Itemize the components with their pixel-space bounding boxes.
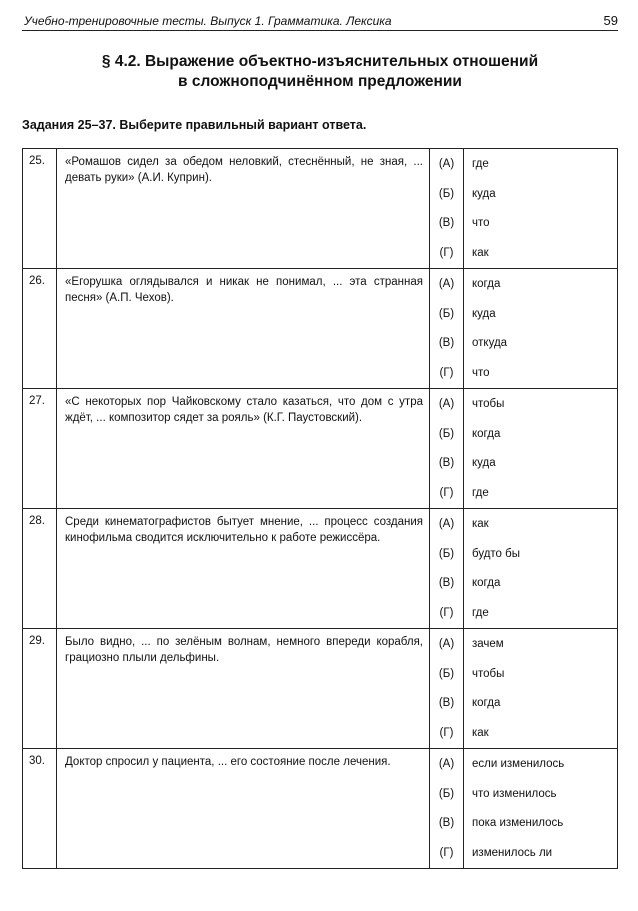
option-letter[interactable]: (Г) bbox=[439, 487, 454, 500]
option-answer[interactable]: что изменилось bbox=[472, 787, 557, 800]
option-letter[interactable]: (Б) bbox=[438, 307, 455, 320]
task-number-cell bbox=[23, 269, 57, 389]
task-number: 26. bbox=[29, 275, 45, 287]
option-letter[interactable]: (Г) bbox=[439, 247, 454, 260]
task-question-cell bbox=[57, 269, 430, 389]
option-answer[interactable]: куда bbox=[472, 457, 496, 470]
option-answer[interactable]: будто бы bbox=[472, 547, 520, 560]
option-letter[interactable]: (Б) bbox=[438, 547, 455, 560]
task-row bbox=[23, 269, 618, 389]
option-letter[interactable]: (В) bbox=[438, 817, 455, 830]
task-number-cell bbox=[23, 749, 57, 869]
option-answer[interactable]: куда bbox=[472, 307, 496, 320]
option-answer[interactable]: куда bbox=[472, 187, 496, 200]
task-number-cell bbox=[23, 629, 57, 749]
option-answer[interactable]: как bbox=[472, 727, 489, 740]
option-answer[interactable]: когда bbox=[472, 427, 501, 440]
option-answer[interactable]: что bbox=[472, 367, 490, 380]
task-row bbox=[23, 389, 618, 509]
section-title-line-1: § 4.2. Выражение объектно-изъяснительных отношений bbox=[101, 53, 539, 70]
option-answers-cell bbox=[464, 389, 618, 509]
task-number-cell bbox=[23, 389, 57, 509]
option-letters-cell bbox=[430, 749, 464, 869]
task-number: 30. bbox=[29, 755, 45, 767]
option-letter[interactable]: (Г) bbox=[439, 367, 454, 380]
option-answer[interactable]: что bbox=[472, 217, 490, 230]
option-letter[interactable]: (В) bbox=[438, 577, 455, 590]
task-question-cell bbox=[57, 149, 430, 269]
option-letters-cell bbox=[430, 149, 464, 269]
task-question-text: «Егорушка оглядывался и никак не понимал, ... эта странная песня» (А.П. Чехов). bbox=[65, 276, 423, 304]
option-answers-cell bbox=[464, 629, 618, 749]
section-title-line-2: в сложноподчинённом предложении bbox=[178, 73, 462, 90]
task-question-text: «С некоторых пор Чайковскому стало казаться, что дом с утра ждёт, ... композитор сядет за рояль» (К.Г. Паустовский). bbox=[65, 396, 423, 424]
tasks-table bbox=[22, 148, 618, 869]
option-answers-cell bbox=[464, 149, 618, 269]
option-answer[interactable]: если изменилось bbox=[472, 757, 565, 770]
option-letter[interactable]: (Б) bbox=[438, 427, 455, 440]
option-answer[interactable]: зачем bbox=[472, 637, 504, 650]
task-question-text: Среди кинематографистов бытует мнение, ... процесс создания кинофильма сводится исключительно к работе режиссёра. bbox=[65, 516, 423, 544]
option-letter[interactable]: (Г) bbox=[439, 847, 454, 860]
option-letter[interactable]: (А) bbox=[438, 397, 455, 410]
page-header bbox=[22, 10, 618, 30]
running-title: Учебно-тренировочные тесты. Выпуск 1. Грамматика. Лексика bbox=[24, 14, 392, 28]
option-letters-cell bbox=[430, 509, 464, 629]
option-answer[interactable]: как bbox=[472, 247, 489, 260]
option-letter[interactable]: (В) bbox=[438, 697, 455, 710]
option-answer[interactable]: чтобы bbox=[472, 397, 505, 410]
task-question-cell bbox=[57, 389, 430, 509]
task-row bbox=[23, 629, 618, 749]
option-answers-cell bbox=[464, 269, 618, 389]
page-number: 59 bbox=[603, 13, 618, 28]
option-letter[interactable]: (Г) bbox=[439, 607, 454, 620]
option-answer[interactable]: когда bbox=[472, 697, 501, 710]
section-title bbox=[22, 52, 618, 92]
task-number-cell bbox=[23, 509, 57, 629]
task-row bbox=[23, 749, 618, 869]
option-letter[interactable]: (Б) bbox=[438, 667, 455, 680]
option-letter[interactable]: (В) bbox=[438, 457, 455, 470]
option-letter[interactable]: (Г) bbox=[439, 727, 454, 740]
task-question-text: Было видно, ... по зелёным волнам, немного впереди корабля, грациозно плыли дельфины. bbox=[65, 636, 423, 664]
task-question-cell bbox=[57, 749, 430, 869]
task-row bbox=[23, 149, 618, 269]
option-letter[interactable]: (А) bbox=[438, 277, 455, 290]
option-answer[interactable]: чтобы bbox=[472, 667, 505, 680]
option-answer[interactable]: где bbox=[472, 487, 489, 500]
task-number: 27. bbox=[29, 395, 45, 407]
option-letter[interactable]: (А) bbox=[438, 157, 455, 170]
option-letters-cell bbox=[430, 389, 464, 509]
task-question-cell bbox=[57, 509, 430, 629]
option-answers-cell bbox=[464, 749, 618, 869]
header-divider bbox=[22, 30, 618, 31]
task-question-cell bbox=[57, 629, 430, 749]
task-question-text: Доктор спросил у пациента, ... его состояние после лечения. bbox=[65, 756, 391, 768]
option-letters-cell bbox=[430, 629, 464, 749]
option-letters-cell bbox=[430, 269, 464, 389]
task-number: 25. bbox=[29, 155, 45, 167]
option-letter[interactable]: (А) bbox=[438, 637, 455, 650]
task-number: 28. bbox=[29, 515, 45, 527]
option-answer[interactable]: когда bbox=[472, 577, 501, 590]
option-answer[interactable]: пока изменилось bbox=[472, 817, 564, 830]
option-answer[interactable]: где bbox=[472, 157, 489, 170]
option-answer[interactable]: как bbox=[472, 517, 489, 530]
option-letter[interactable]: (В) bbox=[438, 217, 455, 230]
option-letter[interactable]: (Б) bbox=[438, 187, 455, 200]
task-number: 29. bbox=[29, 635, 45, 647]
option-answer[interactable]: изменилось ли bbox=[472, 847, 553, 860]
task-number-cell bbox=[23, 149, 57, 269]
option-answer[interactable]: откуда bbox=[472, 337, 508, 350]
task-question-text: «Ромашов сидел за обедом неловкий, стеснённый, не зная, ... девать руки» (А.И. Куприн). bbox=[65, 156, 423, 184]
option-letter[interactable]: (Б) bbox=[438, 787, 455, 800]
task-heading: Задания 25–37. Выберите правильный вариант ответа. bbox=[22, 118, 367, 132]
option-letter[interactable]: (В) bbox=[438, 337, 455, 350]
option-answers-cell bbox=[464, 509, 618, 629]
option-answer[interactable]: когда bbox=[472, 277, 501, 290]
option-letter[interactable]: (А) bbox=[438, 757, 455, 770]
option-letter[interactable]: (А) bbox=[438, 517, 455, 530]
option-answer[interactable]: где bbox=[472, 607, 489, 620]
task-row bbox=[23, 509, 618, 629]
